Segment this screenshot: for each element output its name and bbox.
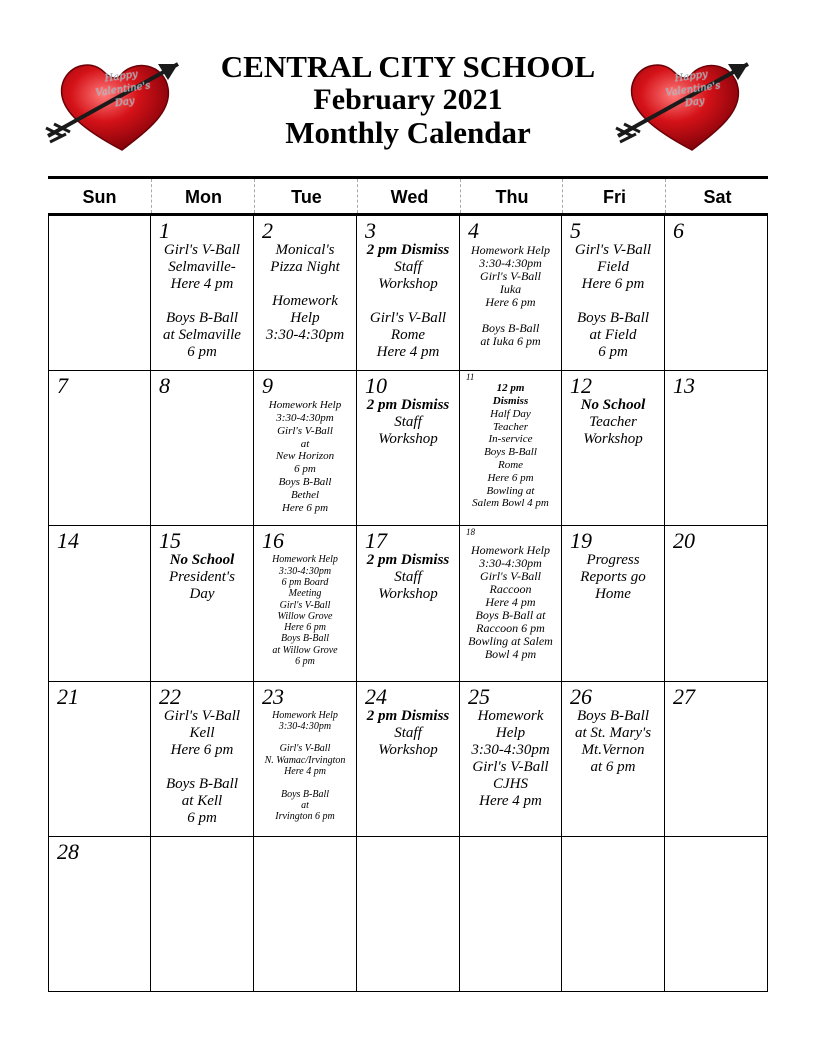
event-line: 3:30-4:30pm bbox=[278, 720, 332, 732]
day-number: 3 bbox=[365, 218, 376, 243]
calendar-day-cell bbox=[357, 837, 460, 992]
event-line: Half Day bbox=[490, 407, 531, 420]
event-line: Bowling at bbox=[486, 484, 535, 497]
event-line: Boys B-Ball bbox=[280, 633, 330, 645]
event-line: Mt.Vernon bbox=[581, 741, 645, 758]
event-line: Raccoon 6 pm bbox=[476, 621, 545, 636]
event-line: 3:30-4:30pm bbox=[471, 741, 550, 758]
calendar-day-cell bbox=[151, 216, 254, 371]
day-events bbox=[357, 242, 459, 361]
day-events bbox=[460, 544, 561, 661]
event-line: Here 6 pm bbox=[170, 741, 234, 758]
month-year: February 2021 bbox=[313, 83, 503, 116]
event-line bbox=[254, 276, 356, 293]
event-line: Here 6 pm bbox=[281, 501, 329, 514]
day-number: 5 bbox=[570, 218, 581, 243]
calendar-day-cell bbox=[665, 526, 768, 681]
event-line: 6 pm bbox=[598, 344, 628, 360]
day-number: 14 bbox=[57, 528, 79, 554]
day-number: 25 bbox=[468, 683, 490, 709]
event-line: Boys B-Ball at bbox=[475, 608, 546, 623]
event-line: Girl's V-Ball bbox=[369, 310, 447, 326]
event-line: at bbox=[300, 437, 310, 450]
calendar-day-cell bbox=[460, 682, 562, 837]
calendar-day-cell bbox=[357, 371, 460, 526]
calendar-day-cell bbox=[151, 837, 254, 992]
event-line: Staff bbox=[394, 414, 422, 431]
event-line: Bowl 4 pm bbox=[484, 647, 537, 662]
event-line: Homework bbox=[272, 293, 338, 309]
event-line: Monical's bbox=[275, 242, 335, 258]
calendar-day-cell bbox=[562, 216, 665, 371]
event-line: Rome bbox=[497, 458, 524, 471]
calendar-day-cell bbox=[357, 682, 460, 837]
day-number: 2 bbox=[262, 218, 273, 243]
weekday-header-tue: Tue bbox=[254, 179, 358, 213]
school-name: CENTRAL CITY SCHOOL bbox=[220, 49, 596, 84]
day-number: 7 bbox=[57, 373, 68, 399]
event-line: Workshop bbox=[583, 431, 643, 448]
event-line: 2 pm Dismiss bbox=[366, 707, 450, 724]
day-number: 19 bbox=[570, 528, 592, 554]
calendar-day-cell bbox=[357, 216, 460, 371]
event-line: at 6 pm bbox=[590, 758, 636, 775]
event-line: Girl's V-Ball bbox=[279, 599, 331, 611]
event-line: Boys B-Ball bbox=[165, 775, 239, 792]
calendar-day-cell bbox=[151, 371, 254, 526]
day-events bbox=[254, 399, 356, 514]
calendar-day-cell bbox=[665, 371, 768, 526]
day-number: 13 bbox=[673, 373, 695, 399]
event-line: Here 6 pm bbox=[581, 276, 645, 292]
calendar-day-cell bbox=[562, 371, 665, 526]
event-line: Girl's V-Ball bbox=[277, 424, 333, 437]
event-line bbox=[254, 732, 356, 743]
event-line: Girl's V-Ball bbox=[163, 707, 241, 724]
event-line: No School bbox=[169, 552, 235, 569]
day-events bbox=[151, 552, 253, 603]
event-line: 6 pm bbox=[187, 809, 217, 826]
event-line: Home bbox=[595, 586, 631, 603]
weekday-header-mon: Mon bbox=[151, 179, 255, 213]
heart-text-line: Day bbox=[684, 95, 706, 110]
event-line: Help bbox=[290, 310, 320, 326]
day-events bbox=[460, 244, 561, 348]
event-line: Help bbox=[495, 724, 526, 741]
event-line: Here 6 pm bbox=[284, 622, 326, 634]
event-line: Boys B-Ball bbox=[280, 788, 330, 800]
calendar-day-cell bbox=[254, 837, 357, 992]
calendar-day-cell bbox=[151, 526, 254, 681]
event-line: 6 pm bbox=[187, 344, 217, 360]
event-line: 2 pm Dismiss bbox=[366, 397, 450, 414]
heart-text-line: Valentine's bbox=[664, 80, 722, 99]
event-line: New Horizon bbox=[275, 450, 335, 463]
calendar-day-cell bbox=[48, 216, 151, 371]
event-line: Here 4 pm bbox=[170, 276, 234, 292]
event-line: Homework Help bbox=[272, 709, 338, 721]
event-line: Girl's V-Ball bbox=[574, 242, 652, 258]
event-line bbox=[254, 777, 356, 788]
event-line: Here 6 pm bbox=[487, 471, 534, 484]
event-line: 3:30-4:30pm bbox=[278, 565, 332, 577]
heart-text-line: Valentine's bbox=[94, 80, 152, 99]
event-line bbox=[357, 293, 459, 310]
event-line: Pizza Night bbox=[270, 259, 340, 275]
event-line: Boys B-Ball bbox=[576, 707, 650, 724]
event-line: at Selmaville bbox=[163, 327, 241, 343]
calendar-day-cell bbox=[357, 526, 460, 681]
day-number: 8 bbox=[159, 373, 170, 399]
day-number: 20 bbox=[673, 528, 695, 554]
heart-text-line: Day bbox=[114, 95, 136, 110]
calendar-day-cell bbox=[460, 371, 562, 526]
weekday-header-sat: Sat bbox=[665, 179, 769, 213]
event-line: Iuka bbox=[499, 282, 522, 296]
calendar-day-cell bbox=[665, 682, 768, 837]
event-line: Day bbox=[189, 586, 215, 603]
weekday-header-wed: Wed bbox=[357, 179, 461, 213]
event-line: Rome bbox=[390, 327, 426, 343]
event-line: Girl's V-Ball bbox=[279, 743, 331, 755]
day-events bbox=[254, 554, 356, 667]
day-number: 26 bbox=[570, 683, 592, 709]
calendar-day-cell bbox=[562, 682, 665, 837]
weekday-header-fri: Fri bbox=[562, 179, 666, 213]
heart-text-line: Happy bbox=[674, 68, 709, 85]
day-number: 16 bbox=[262, 528, 284, 554]
event-line: Boys B-Ball bbox=[576, 310, 650, 326]
day-events bbox=[151, 708, 253, 827]
event-line: Dismiss bbox=[492, 394, 529, 407]
event-line: In-service bbox=[488, 433, 533, 446]
weekday-header-row bbox=[48, 176, 768, 216]
day-events bbox=[151, 242, 253, 361]
event-line: Homework Help bbox=[471, 243, 550, 257]
event-line: Workshop bbox=[378, 741, 438, 758]
day-number: 12 bbox=[570, 373, 592, 399]
event-line: CJHS bbox=[493, 775, 528, 792]
calendar-day-cell bbox=[151, 682, 254, 837]
day-number: 11 bbox=[466, 372, 475, 383]
day-events bbox=[562, 552, 664, 603]
event-line: Workshop bbox=[378, 431, 438, 448]
calendar-day-cell bbox=[460, 837, 562, 992]
day-number: 4 bbox=[468, 218, 479, 243]
calendar-day-cell bbox=[254, 371, 357, 526]
event-line: Bethel bbox=[290, 488, 320, 501]
event-line bbox=[562, 293, 664, 310]
calendar-day-cell bbox=[48, 526, 151, 681]
day-events bbox=[562, 708, 664, 776]
day-number: 18 bbox=[466, 527, 475, 538]
event-line: Bowling at Salem bbox=[468, 634, 553, 649]
calendar-day-cell bbox=[562, 837, 665, 992]
calendar-day-cell bbox=[460, 216, 562, 371]
event-line: Homework Help bbox=[471, 543, 550, 558]
calendar-day-cell bbox=[254, 682, 357, 837]
day-number: 23 bbox=[262, 683, 284, 709]
event-line: 6 pm bbox=[295, 656, 315, 668]
calendar-subtitle: Monthly Calendar bbox=[285, 115, 531, 150]
event-line: Here 4 pm bbox=[376, 344, 440, 360]
event-line: Boys B-Ball bbox=[278, 475, 332, 488]
event-line: Here 4 pm bbox=[284, 766, 326, 778]
day-number: 9 bbox=[262, 373, 273, 399]
event-line: 3:30-4:30pm bbox=[265, 327, 345, 343]
event-line: at St. Mary's bbox=[574, 724, 652, 741]
calendar-day-cell bbox=[48, 371, 151, 526]
event-line: Girl's V-Ball bbox=[480, 569, 541, 584]
event-line: 2 pm Dismiss bbox=[366, 242, 450, 258]
event-line: Progress bbox=[586, 552, 640, 569]
calendar-grid bbox=[48, 176, 768, 992]
calendar-day-cell bbox=[48, 682, 151, 837]
event-line: Teacher bbox=[492, 420, 529, 433]
event-line: Meeting bbox=[288, 588, 322, 600]
event-line: Here 6 pm bbox=[485, 295, 536, 309]
day-number: 1 bbox=[159, 218, 170, 243]
event-line: Boys B-Ball bbox=[165, 310, 239, 326]
day-number: 27 bbox=[673, 683, 695, 709]
event-line: Here 4 pm bbox=[479, 792, 542, 809]
day-number: 28 bbox=[57, 838, 79, 864]
day-number: 10 bbox=[365, 373, 387, 399]
event-line: Workshop bbox=[378, 586, 438, 603]
event-line: 12 pm bbox=[496, 382, 525, 395]
event-line: Homework Help bbox=[268, 399, 342, 412]
event-line: Kell bbox=[189, 724, 215, 741]
event-line: 6 pm bbox=[294, 463, 316, 476]
event-line: Willow Grove bbox=[277, 610, 333, 622]
event-line: at Iuka 6 pm bbox=[480, 334, 541, 348]
calendar-day-cell bbox=[460, 526, 562, 681]
event-line: President's bbox=[169, 569, 235, 586]
event-line: Staff bbox=[394, 569, 422, 586]
day-events bbox=[562, 397, 664, 448]
event-line: Homework Help bbox=[272, 554, 338, 566]
calendar-day-cell bbox=[665, 216, 768, 371]
event-line bbox=[151, 293, 253, 310]
day-events bbox=[254, 242, 356, 344]
day-events bbox=[357, 552, 459, 603]
event-line bbox=[151, 759, 253, 776]
calendar-day-cell bbox=[254, 216, 357, 371]
day-number: 24 bbox=[365, 683, 387, 709]
day-number: 21 bbox=[57, 683, 79, 709]
event-line: 3:30-4:30pm bbox=[479, 256, 542, 270]
event-line: 2 pm Dismiss bbox=[366, 552, 450, 569]
calendar-day-cell bbox=[665, 837, 768, 992]
event-line: Irvington 6 pm bbox=[275, 811, 335, 823]
event-line: Here 4 pm bbox=[485, 595, 536, 610]
event-line: Girl's V-Ball bbox=[163, 242, 241, 258]
day-number: 22 bbox=[159, 683, 181, 709]
event-line: at Willow Grove bbox=[272, 644, 338, 656]
event-line: Girl's V-Ball bbox=[480, 269, 541, 283]
weekday-header-thu: Thu bbox=[460, 179, 563, 213]
event-line: N. Wamac/Irvington bbox=[264, 754, 346, 766]
event-line: Field bbox=[597, 259, 629, 275]
event-line: Staff bbox=[394, 259, 422, 275]
event-line: at Kell bbox=[181, 792, 223, 809]
event-line: at Field bbox=[589, 327, 637, 343]
event-line: Workshop bbox=[378, 276, 438, 292]
day-events bbox=[460, 708, 561, 810]
day-events bbox=[562, 242, 664, 361]
heart-text-line: Happy bbox=[104, 68, 139, 85]
calendar-day-cell bbox=[562, 526, 665, 681]
event-line: Homework bbox=[477, 707, 544, 724]
day-number: 6 bbox=[673, 218, 684, 243]
event-line: Girl's V-Ball bbox=[472, 758, 549, 775]
event-line: Staff bbox=[394, 724, 422, 741]
event-line: 3:30-4:30pm bbox=[276, 411, 334, 424]
weekday-header-sun: Sun bbox=[82, 187, 117, 207]
calendar-day-cell bbox=[254, 526, 357, 681]
event-line: 3:30-4:30pm bbox=[479, 556, 542, 571]
event-line: Selmaville- bbox=[168, 259, 236, 275]
day-events bbox=[357, 397, 459, 448]
day-number: 15 bbox=[159, 528, 181, 554]
calendar-header bbox=[0, 50, 816, 149]
event-line: Boys B-Ball bbox=[481, 321, 540, 335]
event-line: Reports go bbox=[580, 569, 646, 586]
day-number: 17 bbox=[365, 528, 387, 554]
event-line: Teacher bbox=[589, 414, 637, 431]
event-line: Salem Bowl 4 pm bbox=[472, 497, 549, 510]
day-events bbox=[357, 708, 459, 759]
event-line: 6 pm Board bbox=[281, 576, 329, 588]
event-line: at bbox=[301, 799, 309, 811]
event-line: Boys B-Ball bbox=[484, 446, 537, 459]
day-events bbox=[254, 710, 356, 823]
event-line: Raccoon bbox=[489, 582, 532, 597]
event-line: No School bbox=[580, 397, 646, 414]
day-events bbox=[460, 382, 561, 510]
calendar-day-cell bbox=[48, 837, 151, 992]
